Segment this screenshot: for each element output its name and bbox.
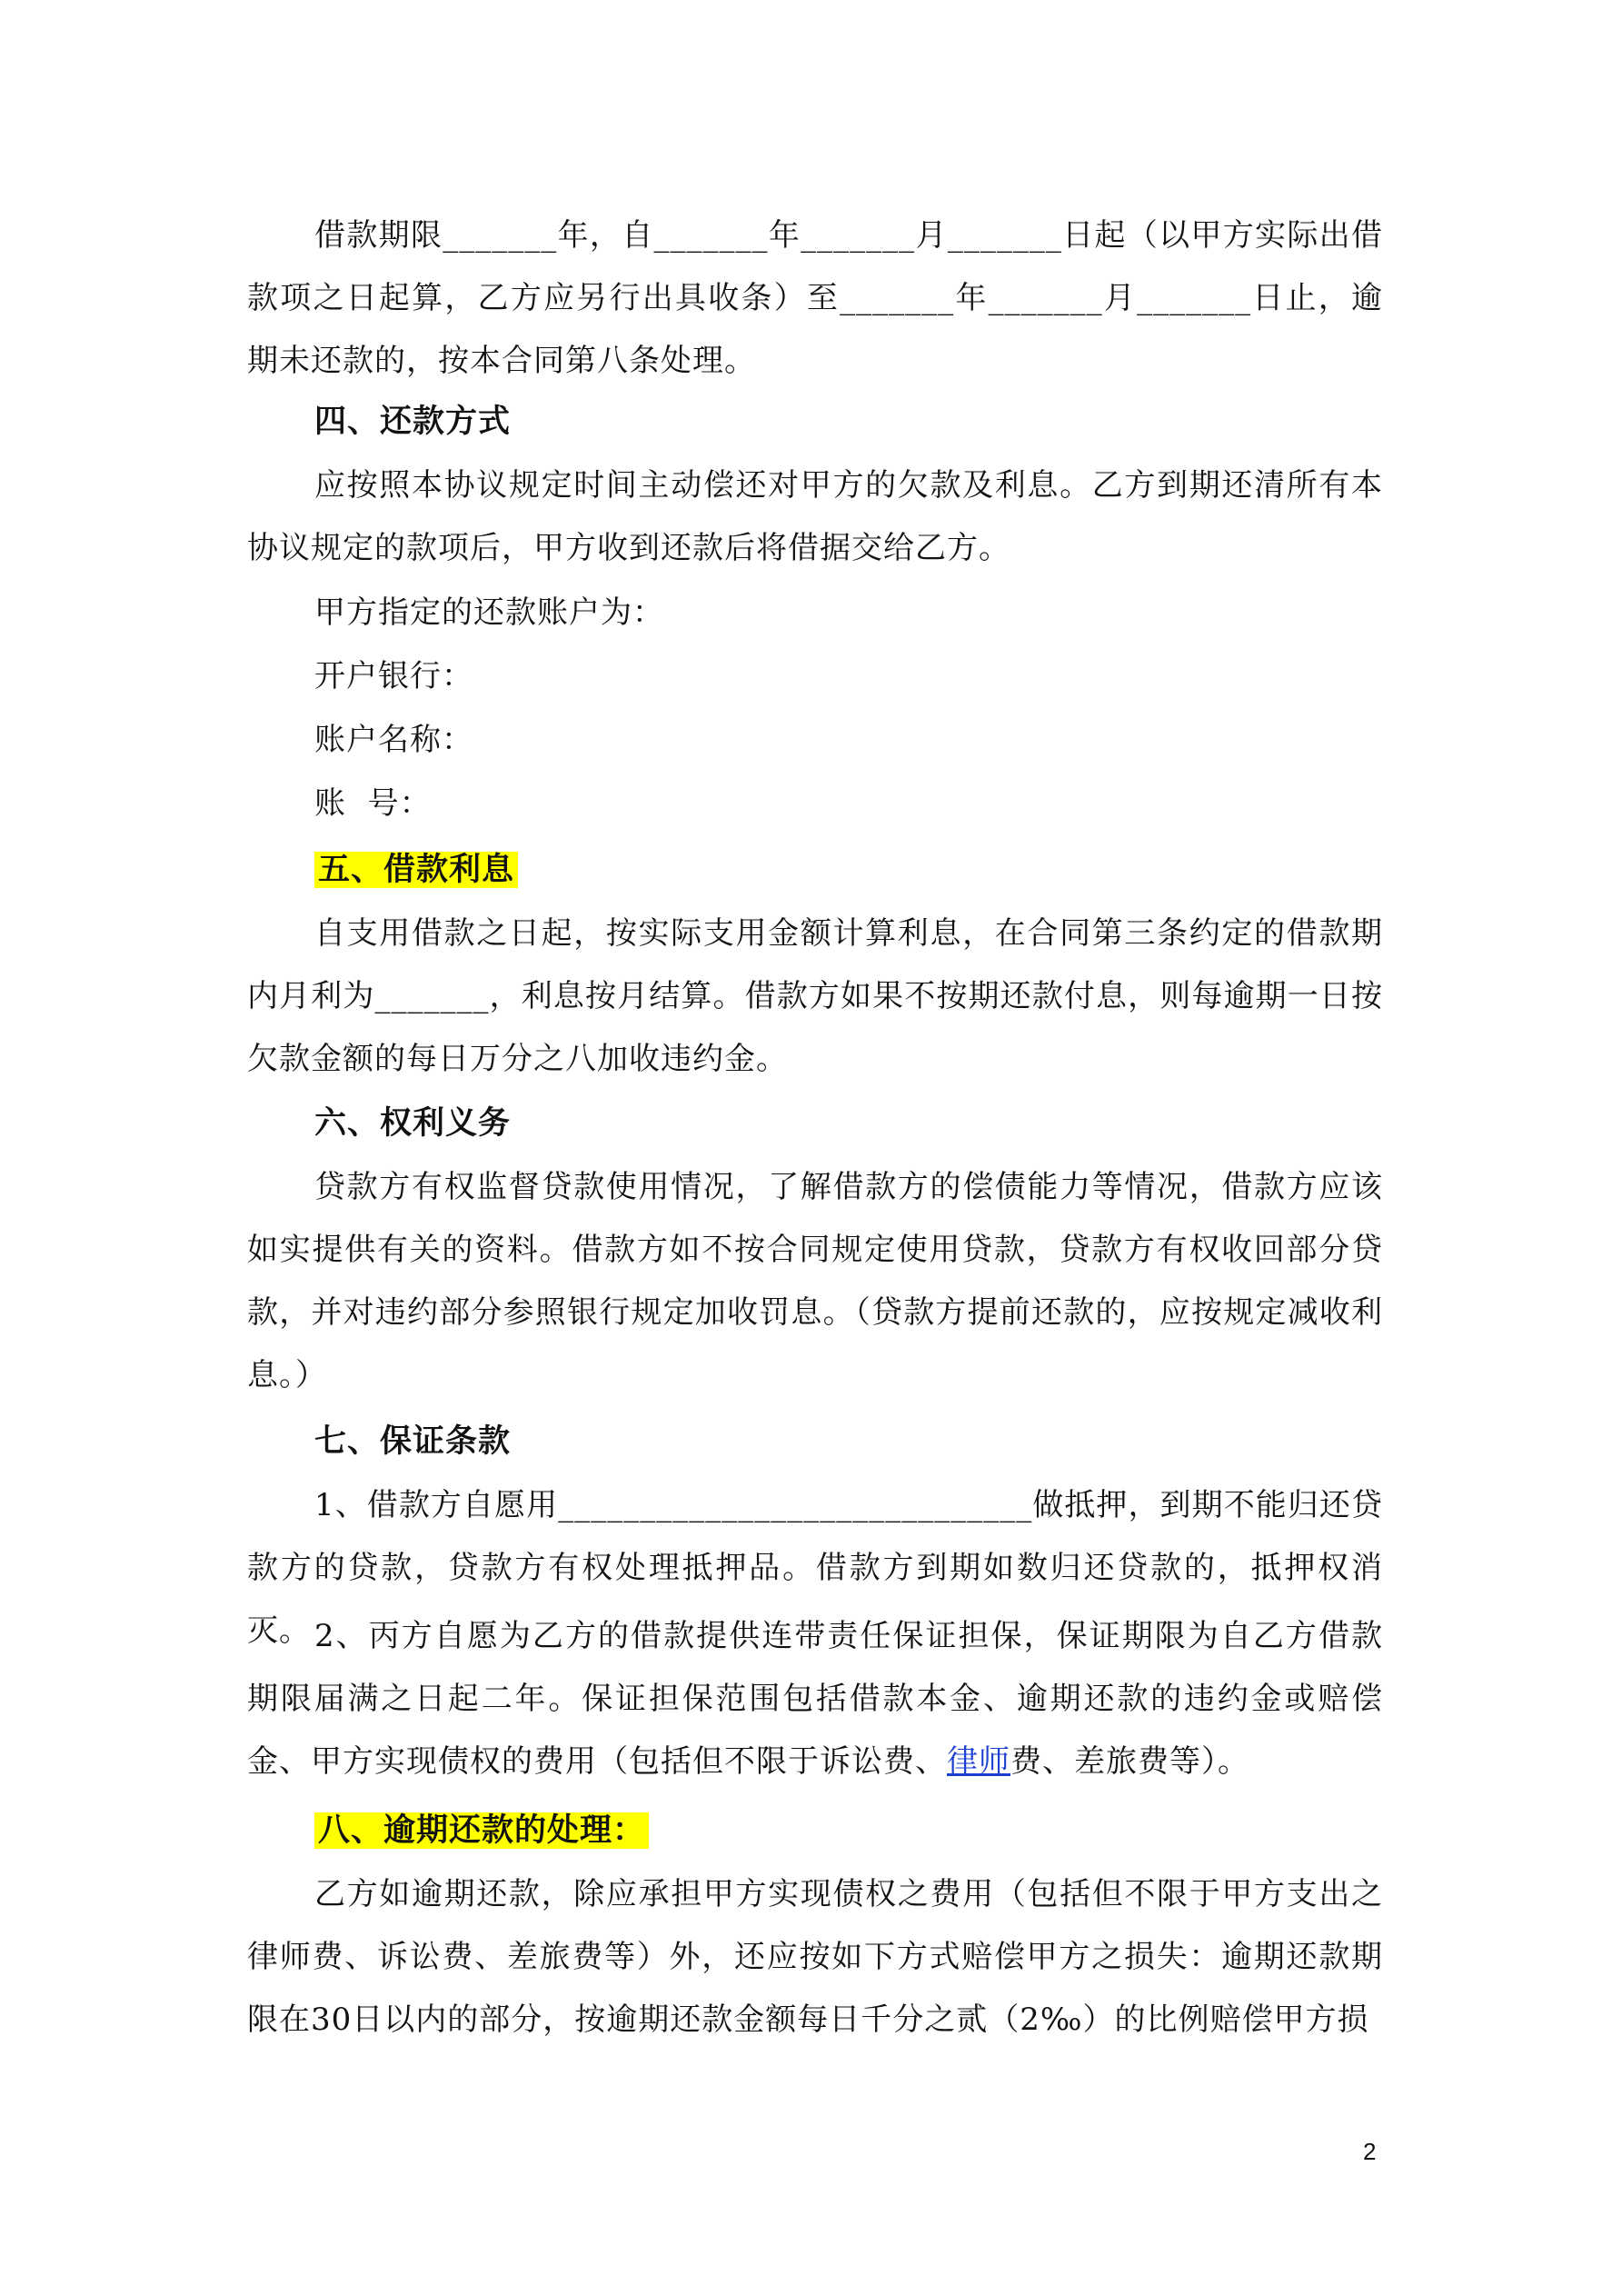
section-heading-repayment: 四、还款方式 bbox=[314, 404, 512, 440]
section-heading-interest bbox=[314, 843, 518, 897]
guarantee-paragraph-1: 1、借款方自愿用_____________________________做抵押，到期不能归还贷款方的贷款，贷款方有权处理抵押品。借款方到期如数归还贷款的，抵押权消灭。 bbox=[247, 1487, 1383, 1649]
section-heading-rights: 六、权利义务 bbox=[314, 1105, 512, 1142]
rights-paragraph: 贷款方有权监督贷款使用情况，了解借款方的偿债能力等情况，借款方应该如实提供有关的资料。借款方如不按合同规定使用贷款，贷款方有权收回部分贷款，并对违约部分参照银行规定加收罚息。（贷款方提前还款的，应按规定减收利息。） bbox=[247, 1169, 1383, 1393]
overdue-paragraph: 乙方如逾期还款，除应承担甲方实现债权之费用（包括但不限于甲方支出之律师费、诉讼费、差旅费等）外，还应按如下方式赔偿甲方之损失：逾期还款期限在30日以内的部分，按逾期还款金额每日千分之贰（2‰）的比例赔偿甲方损 bbox=[247, 1876, 1383, 2038]
interest-paragraph: 自支用借款之日起，按实际支用金额计算利息，在合同第三条约定的借款期内月利为_______，利息按月结算。借款方如果不按期还款付息，则每逾期一日按欠款金额的每日万分之八加收违约金。 bbox=[247, 915, 1383, 1077]
repayment-paragraph: 应按照本协议规定时间主动偿还对甲方的欠款及利息。乙方到期还清所有本协议规定的款项后，甲方收到还款后将借据交给乙方。 bbox=[247, 467, 1383, 566]
lawyer-link[interactable]: 律师 bbox=[947, 1743, 1010, 1780]
page-number: 2 bbox=[1363, 2138, 1377, 2165]
account-number-line: 账 号： bbox=[314, 785, 432, 822]
bank-line: 开户银行： bbox=[314, 658, 473, 694]
section-heading-guarantee: 七、保证条款 bbox=[314, 1423, 512, 1460]
guarantee-paragraph-2 bbox=[247, 1605, 1383, 1793]
account-intro-line: 甲方指定的还款账户为： bbox=[314, 594, 664, 631]
section-heading-overdue bbox=[314, 1803, 649, 1858]
loan-term-paragraph: 借款期限_______年，自_______年_______月_______日起（以甲方实际出借款项之日起算，乙方应另行出具收条）至_______年_______月_______日止，逾期未还款的，按本合同第八条处理。 bbox=[247, 217, 1383, 379]
account-name-line: 账户名称： bbox=[314, 722, 473, 758]
highlighted-heading-text: 八、逾期还款的处理： bbox=[314, 1812, 649, 1849]
guarantee-text-b: 费、差旅费等）。 bbox=[1010, 1743, 1249, 1780]
highlighted-heading-text: 五、借款利息 bbox=[314, 852, 518, 888]
guarantee-text-a: 2、丙方自愿为乙方的借款提供连带责任保证担保，保证期限为自乙方借款期限届满之日起二年。保证担保范围包括借款本金、逾期还款的违约金或赔偿金、甲方实现债权的费用（包括但不限于诉讼费、 bbox=[247, 1618, 1383, 1780]
